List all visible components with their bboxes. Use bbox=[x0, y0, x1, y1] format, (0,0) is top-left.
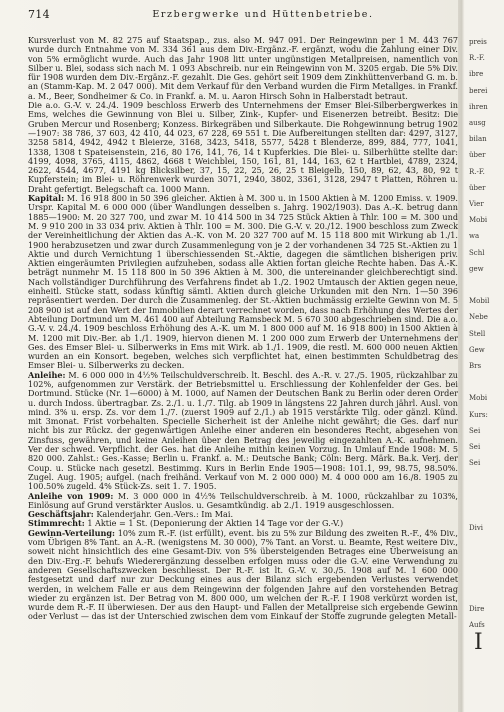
adjacent-page-fragment: Mobil bbox=[469, 297, 490, 306]
adjacent-page-fragment: Kurs: bbox=[469, 410, 488, 419]
adjacent-page-fragment: ihren bbox=[469, 102, 488, 111]
paragraph-text: M. 16 918 800 in 50 396 gleicher. Aktien à M. 300 u. in 1500 Aktien à M. 1200 Emiss. v. 1909. Urspr. Kapital M. 6 000 000 (über Wandlungen desselben s. Jahrg. 1902/1903). Das A.-K. betrug dann 1885—1900: M. 20 327 700, und zwar M. 10 414 500 in 34 725 Stück Aktien à Thlr. 100 = M. 300 und M. 9 910 200 in 33 034 priv. Aktien à Thlr. 100 = M. 300. Die G.-V. v. 20./12. 1900 beschloss zum Zweck der Vereinheitlichung der Aktien das A.-K. von M. 20 327 700 auf M. 15 118 800 mit Wirkung ab 1./1. 1900 herabzusetzen und zwar durch Zusammenlegung von je 2 der vorhandenen 34 725 St.-Aktien zu 1 Aktie und durch Vernichtung 1 überschiessenden St.-Aktie, dagegen die sämtlichen bisherigen priv. Aktien eingeräumten Privilegien aufzuheben, sodass alle Aktien fortan gleiche Rechte haben. Das A.-K. beträgt nunmehr M. 15 118 800 in 50 396 Aktien à M. 300, die untereinander gleichberechtigt sind. Nach vollständiger Durchführung des Verfahrens findet ab 1./2. 1902 Umtausch der Aktien gegen neue, einheitl. Stücke statt, sodass künftig sämtl. Aktien durch gleiche Urkunden mit den Nrn. 1—50 396 repräsentiert werden. Der durch die Zusammenleg. der St.-Aktien buchmässig erzielte Gewinn von M. 5 208 900 ist auf den Wert der Immobilien derart verrechnet worden, dass nach Erhöhung des Wertes der Abteilung Dortmund um M. 461 400 auf Abteilung Ramsbeck M. 5 670 300 abgeschrieben sind. Die a.o. G.-V. v. 24./4. 1909 beschloss Erhöhung des A.-K. um M. 1 800 000 auf M. 16 918 800) in 1500 Aktien à M. 1200 mit Div.-Ber. ab 1./1. 1909, hiervon dienen M. 1 200 000 zum Erwerb der Unternehmens der Ges. des Emser Blei- u. Silberwerks in Ems mit Wirk. ab 1./1. 1909, die restl. M. 600 000 neuen Aktien wurden an ein Konsort. begeben, welches sich verpflichtet hat, einen bestimmten Schuldbetrag des Emser Blei- u. Silberwerks zu decken. bbox=[28, 193, 458, 371]
section-label: Gewinn-Verteilung: bbox=[28, 527, 116, 538]
adjacent-page-fragment: ausg bbox=[469, 119, 486, 127]
paragraph bbox=[28, 529, 458, 622]
body-text bbox=[28, 36, 458, 696]
adjacent-page-fragment: Schl bbox=[469, 248, 485, 257]
section-label: Stimmrecht: bbox=[28, 518, 85, 529]
paragraph-text: Kursverlust von M. 82 275 auf Staatspap., zus. also M. 947 091. Der Reingewinn per 1 M. 443 767 wurde durch Entnahme von M. 334 361 aus dem Div.-Ergänz.-F. ergänzt, wodu die Zahlung einer Div. von 5% ermöglicht wurde. Auch das Jahr 1908 litt unter ungünstigen Metallpreisen, namentlich von Silber u. Blei, sodass sich nach M. 1 093 Abschreib. nur ein Reingewinn von M. 3205 ergab. Die 5% Div. für 1908 wurden dem Div.-Ergänz.-F. gezahlt. Die Ges. gehört seit 1909 dem Zinkhüttenverband G. m. b. an (Stamm-Kap. M. 2 047 000). Mit dem Verkauf für den Verband wurden die Firm Metallges. in Frankf. a. M., Beer, Sondheimer & Co. in Frankf. a. M. u. Aaron Hirsch Sohn in Halberstadt betraut. bbox=[28, 36, 458, 101]
section-label: Geschäftsjahr: bbox=[28, 509, 94, 520]
paragraph bbox=[28, 36, 458, 101]
page-header bbox=[28, 8, 458, 24]
adjacent-page-fragment: Mobi bbox=[469, 394, 488, 403]
paragraph bbox=[28, 101, 458, 194]
adjacent-page-fragment: Brs bbox=[469, 362, 482, 370]
section-label: Anleihe von 1909: bbox=[28, 490, 114, 501]
page-number: 714 bbox=[28, 8, 50, 21]
running-title: Erzbergwerke und Hüttenbetriebe. bbox=[152, 9, 374, 20]
section-label: Anleihe: bbox=[28, 369, 66, 380]
paragraph-text: M. 3 000 000 in 4½% Teilschuldverschreib. à M. 1000, rückzahlbar zu 103%, Einlösung auf Grund verstärkter Auslos. u. Gesamtkündig. ab 2./1. 1919 ausgeschlossen. bbox=[28, 490, 458, 510]
adjacent-page-fragment: Sei bbox=[469, 426, 481, 435]
adjacent-page-fragment: R.-F. bbox=[469, 167, 485, 176]
adjacent-page-fragment: Nebe bbox=[469, 313, 488, 322]
adjacent-page-fragment: Stell bbox=[469, 329, 486, 338]
paragraph bbox=[28, 194, 458, 371]
adjacent-page-fragment: gew bbox=[469, 264, 484, 273]
adjacent-page-fragment: wa bbox=[469, 232, 480, 241]
paragraph bbox=[28, 492, 458, 511]
paragraph bbox=[28, 371, 458, 492]
section-label: Kapital: bbox=[28, 193, 65, 204]
adjacent-page-fragment: Sei bbox=[469, 459, 481, 468]
adjacent-page-fragment: preis bbox=[469, 38, 487, 46]
adjacent-page-fragment: Dire bbox=[469, 605, 485, 613]
adjacent-page-fragment: Mobi bbox=[469, 216, 488, 225]
adjacent-page-letter: I bbox=[474, 630, 483, 655]
adjacent-page-fragment: Aufs bbox=[469, 621, 485, 630]
adjacent-page-fragment: Vier bbox=[469, 200, 484, 208]
paragraph-text: Kalenderjahr. Gen.-Vers.: Im Mai. bbox=[96, 509, 234, 520]
adjacent-page-fragment: ibre bbox=[469, 70, 484, 79]
adjacent-page-edge bbox=[458, 0, 504, 712]
adjacent-page-fragment: bilan bbox=[469, 135, 487, 144]
adjacent-page-fragment: Sei bbox=[469, 443, 481, 451]
paragraph-text: 1 Aktie = 1 St. (Deponierung der Aktien 14 Tage vor der G.-V.) bbox=[87, 518, 344, 529]
paragraph-text: Die a.o. G.-V. v. 24./4. 1909 beschloss Erwerb des Unternehmens der Emser Blei-Silberbergwerkes in Ems, welches die Gewinnung von Blei u. Silber, Zink-, Kupfer- und Eisenerzen betreibt. Besitz: Die Gruben Mercur und Rosenberg; Konzess. Birkegräben und Silberkaute. Die Rohgewinnung betrug 1902—1907: 38 786, 37 603, 42 410, 44 023, 67 228, 69 551 t. Die Aufbereitungen stellten dar: 4297, 3127, 3258 5814, 4942, 4942 t Bleierze, 3168, 3423, 5418, 5577, 5428 t Blenderze, 899, 884, 777, 1041, 1338, 1308 t Spateisenstein, 216, 80 176, 141, 76, 14 t Kupferkies. Die Blei- u. Silberhütte stellte dar: 4199, 4098, 3765, 4115, 4862, 4668 t Weichblei, 150, 161, 81, 144, 163, 62 t Hartblei, 4789, 2324, 2622, 4544, 4677, 4191 kg Blicksilber, 37, 15, 22, 25, 26, 25 t Bleigelb, 150, 89, 62, 43, 80, 92 t Kupferstein; im Blei- u. Röhrenwerk wurden 3071, 2940, 3802, 3361, 3128, 2947 t Platten, Röhren u. Draht gefertigt. Belegschaft ca. 1000 Mann. bbox=[28, 100, 458, 194]
adjacent-page-fragment: berei bbox=[469, 86, 488, 95]
adjacent-page-fragment: über bbox=[469, 151, 486, 160]
paragraph-text: 10% zum R.-F. (ist erfüllt), event. bis zu 5% zur Bildung des zweiten R.-F., 4% Div., vom Übrigen 8% Tant. an A.-R. (wenigstens M. 30 000), 7% Tant. an Vorst. u. Beamte, Rest weitere Div., soweit nicht hinsichtlich des eine Gesamt-Div. von 5% übersteigenden Betrages eine Überweisung an den Div.-Erg.-F. behufs Wiederergänzung desselben erfolgen muss oder die G.-V. eine Verwendung zu anderen Gesellschaftszwecken beschliesst. Der R.-F. ist lt. G.-V. v. 30./5. 1908 auf M. 1 600 000 festgesetzt und darf nur zur Deckung eines aus der Bilanz sich ergebenden Verlustes verwendet werden, in welchem Falle er aus dem Reingewinn der folgenden Jahre auf den vorstehenden Betrag wieder zu ergänzen ist. Der Betrag von M. 800 000, um welchen der R.-F. I 1908 verkürzt worden ist, wurde dem R.-F. II überwiesen. Der aus den Haupt- und Fallen der Metallpreise sich ergebende Gewinn oder Verlust — das ist der Unterschied zwischen dem vom Einkauf der Stoffe zugrunde gelegten Metall- bbox=[28, 527, 458, 622]
paragraph-text: M. 6 000 000 in 4½% Teilschuldverschreib. lt. Beschl. des A.-R. v. 27./5. 1905, rückzahlbar zu 102%, aufgenommen zur Verstärk. der Betriebsmittel u. Erschliessung der Kohlenfelder der Ges. bei Dortmund. Stücke (Nr. 1—6000) à M. 1000, auf Namen der Deutschen Bank zu Berlin oder deren Order u. durch Indoss. übertragbar. Zs. 2./1. u. 1./7. Tilg. ab 1909 in längstens 22 Jahren durch jährl. Ausl. von mind. 3% u. ersp. Zs. vor dem 1./7. (zuerst 1909 auf 2./1.) ab 1915 verstärkte Tilg. oder gänzl. Künd. mit 3monat. Frist vorbehalten. Specielle Sicherheit ist der Anleihe nicht gewährt; die Ges. darf nur nicht bis zur Rückz. der gegenwärtigen Anleihe einer anderen ein besonderes Recht, abgesehen von Zinsfuss, gewähren, und keine Anleihen über den Betrag des jeweilig eingezahlten A.-K. aufnehmen. Ver der schwed. Verpflicht. der Ges. hat die Anleihe mithin keinen Vorzug. In Umlauf Ende 1908: M. 5 820 000. Zahlst.: Ges.-Kasse; Berlin u. Frankf. a. M.: Deutsche Bank; Cöln: Berg. Märk. Ba.k. Verj. der Coup. u. Stücke nach gesetzl. Bestimmg. Kurs in Berlin Ende 1905—1908: 101.1, 99, 98.75, 98.50%. Zugel. Aug. 1905; aufgel. (nach freihänd. Verkauf von M. 2 000 000) M. 4 000 000 am 16./8. 1905 zu 100.50% zugeld. 4% Stück-Zs. seit 1. 7. 1905. bbox=[28, 369, 458, 492]
adjacent-page-fragment: Gew bbox=[469, 345, 485, 354]
adjacent-page-fragment: über bbox=[469, 183, 486, 192]
adjacent-page-fragment: Divi bbox=[469, 524, 484, 532]
adjacent-page-fragment: R.-F. bbox=[469, 54, 485, 63]
